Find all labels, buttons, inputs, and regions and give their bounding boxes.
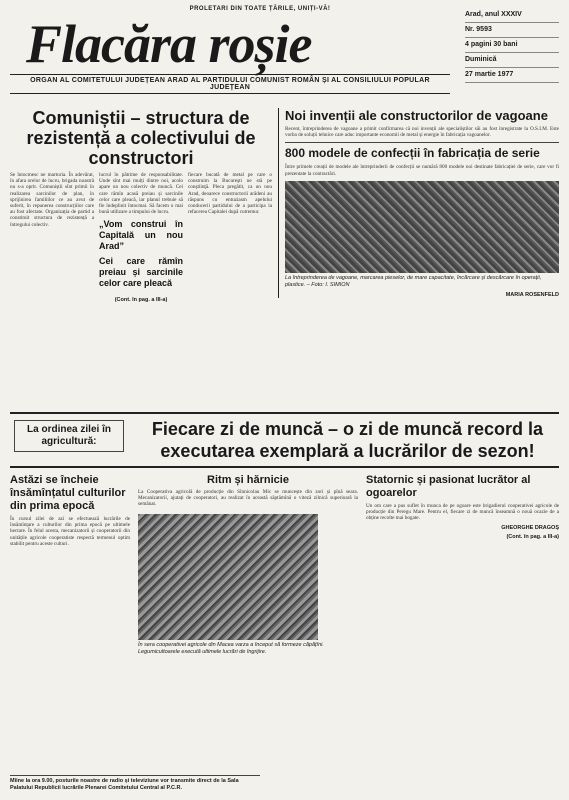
rhythm-text: La Cooperativa agricolă de producție din Sînnicolau Mic se muncește din zori și pînă seara. Mecanizatorii, ajutați de cooperatori, au realizat în această săptămînă o viteză zilnică superioară la semănat. [138,489,358,508]
lead-col-1: Se întocmesc ne marturia. În adevărat, în afara orelor de lucru, brigada noastră nu s-a oprit. Comuniștii sînt primii în realizarea sarcinilor de plan, în sprijinirea familiilor ce au avut de suferit, în repunerea construcțiilor care au fost afectate. Organizația de partid a constituit structura de rezistență a întregului colectiv. [10,172,94,228]
wagons-article [278,108,559,298]
wagons-headline: Noi invenții ale constructorilor de vagoane [285,108,548,123]
banner-headline: Fiecare zi de muncă – o zi de muncă record la executarea exemplară a lucrărilor de sezon! [151,419,544,461]
farmer-author: GHEORGHE DRAGOȘ [501,524,559,531]
sowing-headline: Astăzi se încheie însămînțatul culturilor din prima epocă [10,474,126,512]
lead-headline: Comuniștii – structura de rezistență a colectivului de constructori [26,108,256,168]
issue-year: Arad, anul XXXIV [465,8,559,23]
farmer-article [366,474,559,540]
lead-col-2: lucrul în pătrime de responsabilitate. Unde sînt mai mulți dintre noi, acolo apare un nou colectiv de muncă. Cei care rămîn acasă preiau și sarcinile celor care pleacă, iar planul trebuie să fie îndeplinit întocmai. Să facem o mai bună utilizare a timpului de lucru. „Vom construi în Capitală un nou Arad” Cei care rămîn preiau și sarcinile celor care pleacă [99,172,183,289]
models-headline: 800 modele de confecții în fabricația de serie [285,142,559,160]
greenhouse-caption: În sera cooperativei agricole din Macea varza a început să formeze căpățîni. Legumicultoarele execută ultimele lucrări de îngrijire. [138,641,324,655]
newspaper-subtitle: ORGAN AL COMITETULUI JUDEȚEAN ARAD AL PARTIDULUI COMUNIST ROMÂN ȘI AL CONSILIULUI POPULAR JUDEȚEAN [10,74,450,94]
lead-col-3: fiecare bucată de metal pe care o construim la Bucureşti ne stă pe conştiinţă. Pleca pregătit, ca un nou Arad, deoarece constructorii arădeni au răspuns cu entuziasm apelului conducerii partidului de a participa la refacerea Capitalei după cutremur. [188,172,272,216]
lead-continue: (Cont. în pag. a III-a) [114,297,168,304]
agriculture-banner [10,412,559,468]
greenhouse-photo [138,514,318,640]
issue-meta [465,8,559,83]
lead-subhead-2: Cei care rămîn preiau și sarcinile celor care pleacă [99,256,183,289]
farmer-headline: Statornic și pasionat lucrător al ogoarelor [366,474,531,499]
wagons-author: MARIA ROSENFELD [505,291,559,298]
wagons-text: Recent, întreprinderea de vagoane a primit confirmarea că noi invenții ale specialiștilor săi au fost înregistrate la O.S.I.M. Este vorba de soluții tehnice care aduc importante economii de metal și energie în fabricația vagoanelor. [285,126,559,139]
agriculture-section [10,474,559,792]
issue-number: Nr. 9593 [465,23,559,38]
lead-columns [10,172,272,293]
factory-photo [285,181,559,273]
rhythm-headline: Ritm și hărnicie [207,474,289,486]
broadcast-note: Mîine la ora 9.00, posturile noastre de radio și televiziune vor transmite direct de la Sala Palatului Republicii lucrările Plenarei Comitetului Central al P.C.R. [10,775,260,792]
lead-article [10,108,272,303]
lead-subhead-1: „Vom construi în Capitală un nou Arad” [99,219,183,252]
rhythm-article [138,474,358,656]
slogan: PROLETARI DIN TOATE ȚĂRILE, UNIȚI-VĂ! [189,6,331,12]
banner-kicker: La ordinea zilei în agricultură: [14,420,124,452]
issue-date: 27 martie 1977 [465,68,559,83]
newspaper-title: Flacăra roșie [26,14,312,74]
top-section [10,108,559,408]
farmer-continue: (Cont. în pag. a III-a) [506,533,559,540]
sowing-text: În cursul zilei de azi se efectuează lucrările de însămînțare a culturilor din prima epocă pe ultimele hectare. În felul acesta, mecanizatorii și cooperatorii din unitățile agricole cooperatiste respectă termenul optim stabilit pentru aceste culturi. [10,516,130,547]
models-text: Între primele creații de modele ale întreprinderii de confecții se numără 800 modele noi destinate fabricației de serie, care vor fi prezentate la contractări. [285,164,559,177]
sowing-article [10,474,130,547]
issue-weekday: Duminică [465,53,559,68]
farmer-text: Un om care a pus suflet în munca de pe ogoare este brigadierul cooperativei agricole de producție din Peregu Mare. Pentru el, fiecare zi de muncă înseamnă o nouă ocazie de a obține recolte mai bogate. [366,503,559,522]
factory-photo-caption: La întreprinderea de vagoane, marcarea pieselor, de mare capacitate, încărcare și descărcare în operații, plastice. – Foto: I. SIMION [285,274,542,288]
issue-price: 4 pagini 30 bani [465,38,559,53]
